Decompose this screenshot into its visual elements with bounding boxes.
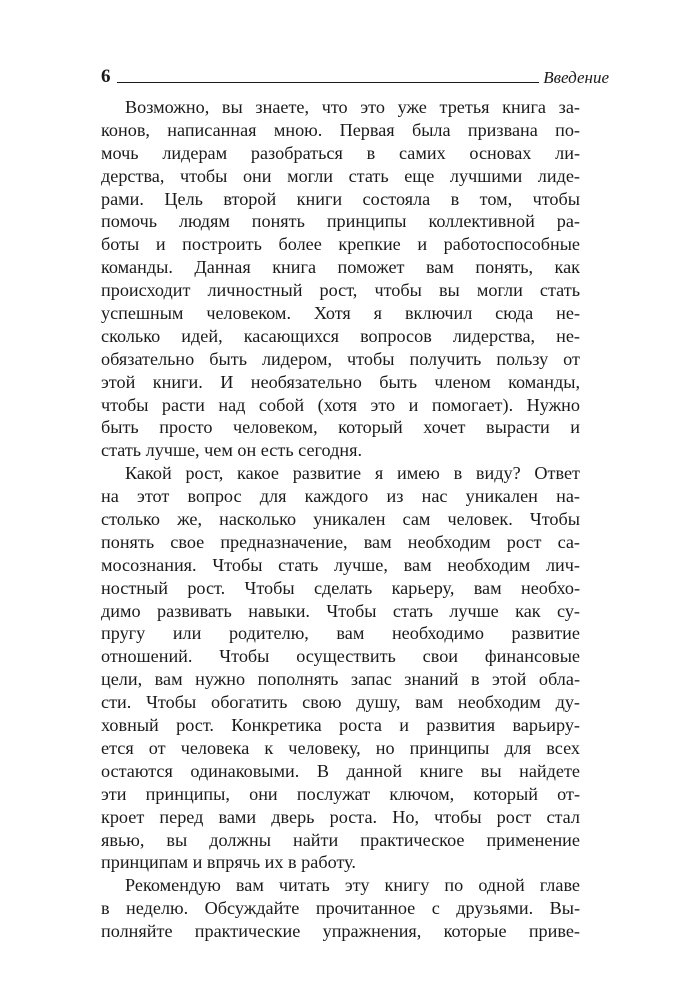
text-line: Возможно, вы знаете, что это уже третья книга за-: [125, 97, 580, 117]
text-line: ностный рост. Чтобы сделать карьеру, вам необхо-: [101, 577, 580, 598]
text-line: успешным человеком. Хотя я включил сюда не-: [101, 303, 580, 324]
text-line: дерства, чтобы они могли стать еще лучшими лиде-: [101, 165, 580, 186]
text-line: рами. Цель второй книги состояла в том, чтобы: [101, 188, 580, 209]
text-line: сти. Чтобы обогатить свою душу, вам необходим ду-: [101, 692, 580, 713]
text-line: происходит личностный рост, чтобы вы могли стать: [101, 280, 580, 301]
text-line: сколько идей, касающихся вопросов лидерства, не-: [101, 325, 580, 346]
paragraph-2: [101, 462, 580, 874]
text-line: мосознания. Чтобы стать лучше, вам необходим лич-: [101, 554, 580, 575]
text-line: ховный рост. Конкретика роста и развития варьиру-: [101, 715, 580, 736]
header-rule: [117, 82, 540, 83]
text-line: конов, написанная мною. Первая была призвана по-: [101, 119, 580, 140]
text-line: помочь людям понять принципы коллективной ра-: [101, 211, 580, 232]
text-line: остаются одинаковыми. В данной книге вы найдете: [101, 760, 580, 781]
paragraph-1: [101, 96, 580, 462]
text-line: полняйте практические упражнения, которые приве-: [101, 921, 580, 942]
text-line: эти принципы, они послужат ключом, который от-: [101, 783, 580, 804]
text-line: обязательно быть лидером, чтобы получить пользу от: [101, 348, 580, 369]
text-line: Рекомендую вам читать эту книгу по одной главе: [125, 875, 580, 896]
text-line: быть просто человеком, который хочет вырасти и: [101, 417, 580, 438]
running-header: [101, 62, 609, 86]
text-line: ется от человека к человеку, но принципы для всех: [101, 737, 580, 758]
text-line: стать лучше, чем он есть сегодня.: [101, 440, 363, 461]
text-line: пругу или родителю, вам необходимо развитие: [101, 623, 580, 644]
text-line: столько же, насколько уникален сам человек. Чтобы: [101, 509, 580, 530]
text-line: кроет перед вами дверь роста. Но, чтобы рост стал: [101, 806, 580, 827]
text-line: в неделю. Обсуждайте прочитанное с друзьями. Вы-: [101, 898, 580, 919]
text-line: Какой рост, какое развитие я имею в виду? Ответ: [125, 463, 580, 484]
section-title: Введение: [543, 68, 609, 87]
text-line: мочь лидерам разобраться в самих основах ли-: [101, 142, 580, 163]
text-line: цели, вам нужно пополнять запас знаний в этой обла-: [101, 669, 580, 690]
text-line: отношений. Чтобы осуществить свои финансовые: [101, 646, 580, 667]
text-line: чтобы расти над собой (хотя это и помогает). Нужно: [101, 394, 580, 415]
text-line: на этот вопрос для каждого из нас уникален на-: [101, 486, 580, 507]
text-line: этой книги. И необязательно быть членом команды,: [101, 371, 580, 392]
text-line: принципам и впрячь их в работу.: [101, 852, 356, 873]
body-text: [101, 96, 580, 943]
text-line: понять свое предназначение, вам необходим рост са-: [101, 531, 580, 552]
page-number: 6: [101, 66, 111, 87]
text-line: боты и построить более крепкие и работоспособные: [101, 234, 580, 255]
text-line: димо развивать навыки. Чтобы стать лучше как су-: [101, 600, 580, 621]
text-line: явью, вы должны найти практическое применение: [101, 829, 580, 850]
paragraph-3: [101, 874, 580, 943]
text-line: команды. Данная книга поможет вам понять, как: [101, 257, 580, 278]
